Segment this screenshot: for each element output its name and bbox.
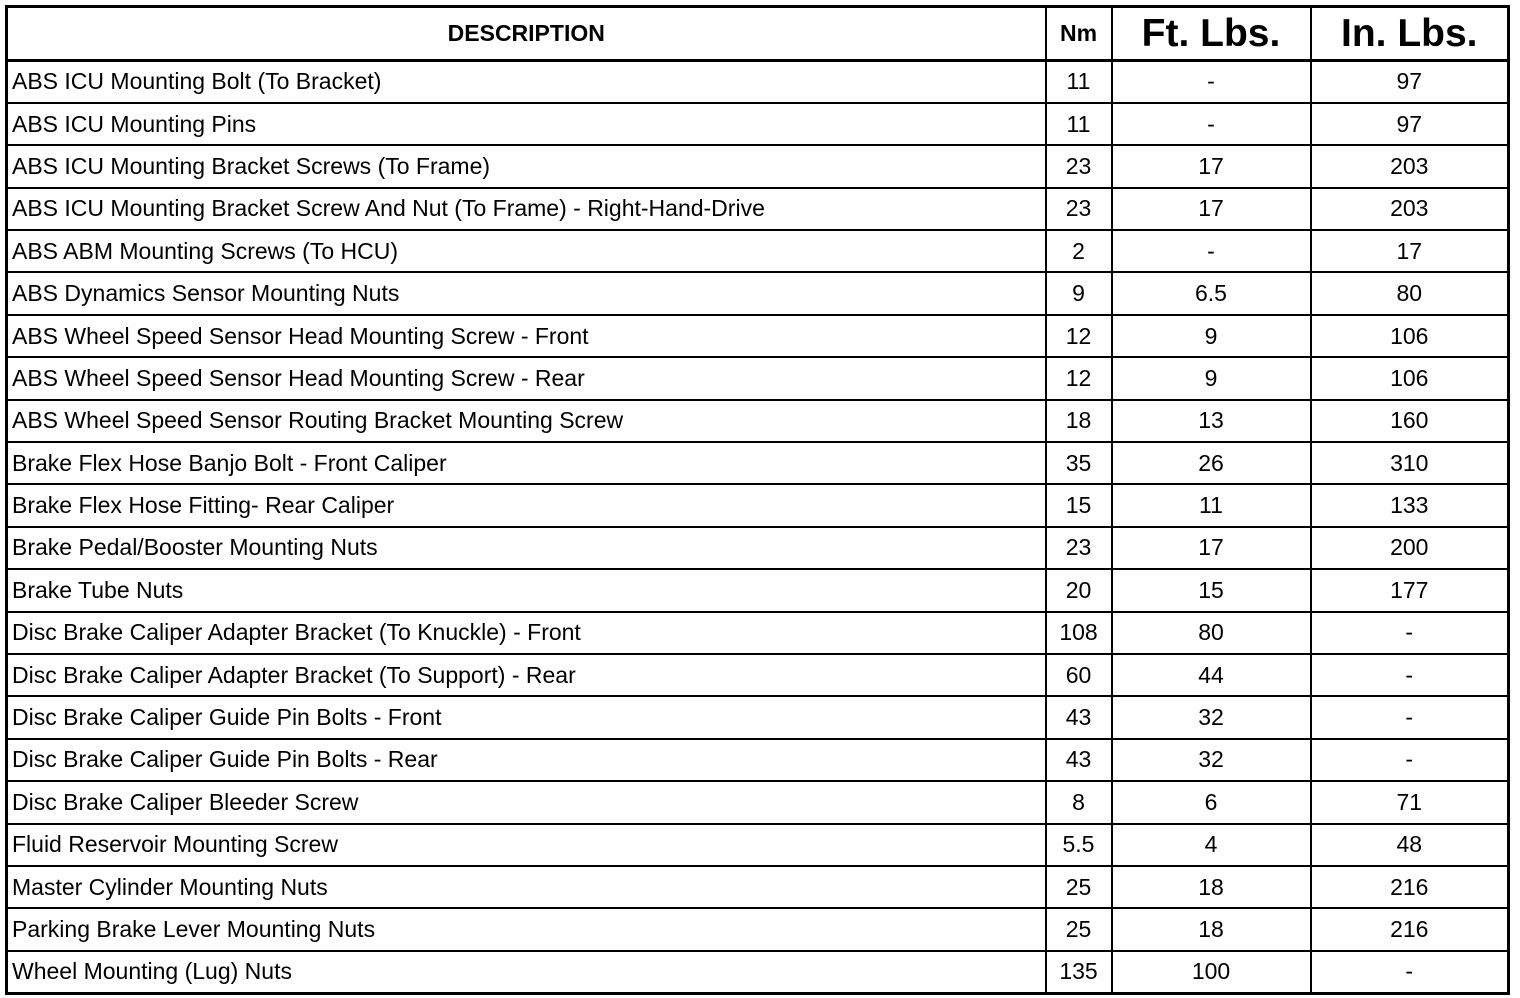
cell-nm: 15 [1046, 484, 1112, 526]
cell-nm: 25 [1046, 908, 1112, 950]
cell-in-lbs: 216 [1311, 866, 1509, 908]
cell-ft-lbs: 13 [1112, 400, 1311, 442]
table-row [7, 781, 1509, 823]
cell-in-lbs: 216 [1311, 908, 1509, 950]
cell-nm: 108 [1046, 612, 1112, 654]
table-row [7, 145, 1509, 187]
cell-nm: 11 [1046, 61, 1112, 103]
cell-in-lbs: 106 [1311, 315, 1509, 357]
cell-in-lbs: 97 [1311, 61, 1509, 103]
header-in-lbs: In. Lbs. [1311, 7, 1509, 61]
table-row [7, 357, 1509, 399]
cell-ft-lbs: - [1112, 61, 1311, 103]
table-row [7, 739, 1509, 781]
table-row [7, 315, 1509, 357]
cell-description: Disc Brake Caliper Adapter Bracket (To Support) - Rear [7, 654, 1046, 696]
cell-in-lbs: - [1311, 612, 1509, 654]
cell-nm: 135 [1046, 951, 1112, 993]
cell-description: ABS ICU Mounting Bracket Screw And Nut (To Frame) - Right-Hand-Drive [7, 188, 1046, 230]
cell-nm: 5.5 [1046, 824, 1112, 866]
table-row [7, 569, 1509, 611]
cell-nm: 20 [1046, 569, 1112, 611]
header-row [7, 7, 1509, 61]
cell-nm: 60 [1046, 654, 1112, 696]
cell-ft-lbs: 26 [1112, 442, 1311, 484]
cell-in-lbs: 80 [1311, 272, 1509, 314]
cell-ft-lbs: 44 [1112, 654, 1311, 696]
cell-ft-lbs: - [1112, 103, 1311, 145]
cell-nm: 23 [1046, 527, 1112, 569]
cell-in-lbs: 160 [1311, 400, 1509, 442]
cell-in-lbs: - [1311, 696, 1509, 738]
cell-description: Brake Flex Hose Fitting- Rear Caliper [7, 484, 1046, 526]
header-ft-lbs: Ft. Lbs. [1112, 7, 1311, 61]
cell-in-lbs: - [1311, 739, 1509, 781]
cell-in-lbs: 17 [1311, 230, 1509, 272]
cell-description: ABS ABM Mounting Screws (To HCU) [7, 230, 1046, 272]
cell-nm: 43 [1046, 739, 1112, 781]
cell-in-lbs: 200 [1311, 527, 1509, 569]
cell-in-lbs: 203 [1311, 145, 1509, 187]
cell-in-lbs: 133 [1311, 484, 1509, 526]
header-nm: Nm [1046, 7, 1112, 61]
cell-description: Disc Brake Caliper Guide Pin Bolts - Front [7, 696, 1046, 738]
cell-ft-lbs: 80 [1112, 612, 1311, 654]
cell-description: Parking Brake Lever Mounting Nuts [7, 908, 1046, 950]
cell-in-lbs: 106 [1311, 357, 1509, 399]
cell-nm: 11 [1046, 103, 1112, 145]
cell-in-lbs: 71 [1311, 781, 1509, 823]
cell-in-lbs: - [1311, 951, 1509, 993]
cell-in-lbs: 203 [1311, 188, 1509, 230]
table-row [7, 951, 1509, 993]
cell-description: ABS ICU Mounting Bracket Screws (To Frame) [7, 145, 1046, 187]
cell-ft-lbs: 17 [1112, 145, 1311, 187]
cell-description: ABS ICU Mounting Bolt (To Bracket) [7, 61, 1046, 103]
cell-nm: 18 [1046, 400, 1112, 442]
cell-ft-lbs: 11 [1112, 484, 1311, 526]
cell-ft-lbs: 18 [1112, 908, 1311, 950]
cell-ft-lbs: 32 [1112, 696, 1311, 738]
cell-description: Brake Flex Hose Banjo Bolt - Front Caliper [7, 442, 1046, 484]
cell-in-lbs: - [1311, 654, 1509, 696]
cell-description: Disc Brake Caliper Adapter Bracket (To Knuckle) - Front [7, 612, 1046, 654]
table-row [7, 908, 1509, 950]
cell-description: Brake Tube Nuts [7, 569, 1046, 611]
table-row [7, 696, 1509, 738]
table-row [7, 188, 1509, 230]
cell-nm: 23 [1046, 145, 1112, 187]
cell-nm: 12 [1046, 357, 1112, 399]
cell-ft-lbs: 32 [1112, 739, 1311, 781]
cell-description: ABS Wheel Speed Sensor Head Mounting Screw - Rear [7, 357, 1046, 399]
table-row [7, 824, 1509, 866]
cell-ft-lbs: 15 [1112, 569, 1311, 611]
cell-nm: 2 [1046, 230, 1112, 272]
cell-ft-lbs: 100 [1112, 951, 1311, 993]
cell-description: Disc Brake Caliper Bleeder Screw [7, 781, 1046, 823]
cell-description: Master Cylinder Mounting Nuts [7, 866, 1046, 908]
table-body [7, 61, 1509, 994]
table-row [7, 272, 1509, 314]
cell-ft-lbs: 17 [1112, 188, 1311, 230]
table-header [7, 7, 1509, 61]
cell-description: Wheel Mounting (Lug) Nuts [7, 951, 1046, 993]
cell-nm: 23 [1046, 188, 1112, 230]
cell-nm: 43 [1046, 696, 1112, 738]
table-row [7, 654, 1509, 696]
table-row [7, 230, 1509, 272]
cell-ft-lbs: 18 [1112, 866, 1311, 908]
cell-nm: 8 [1046, 781, 1112, 823]
cell-description: ABS Wheel Speed Sensor Head Mounting Screw - Front [7, 315, 1046, 357]
cell-nm: 35 [1046, 442, 1112, 484]
table-row [7, 442, 1509, 484]
table-row [7, 103, 1509, 145]
cell-description: Disc Brake Caliper Guide Pin Bolts - Rear [7, 739, 1046, 781]
table-row [7, 612, 1509, 654]
cell-in-lbs: 48 [1311, 824, 1509, 866]
torque-spec-table [5, 5, 1510, 995]
table-row [7, 866, 1509, 908]
cell-in-lbs: 97 [1311, 103, 1509, 145]
cell-ft-lbs: 6 [1112, 781, 1311, 823]
cell-description: ABS Dynamics Sensor Mounting Nuts [7, 272, 1046, 314]
cell-description: ABS ICU Mounting Pins [7, 103, 1046, 145]
cell-ft-lbs: 9 [1112, 357, 1311, 399]
cell-nm: 25 [1046, 866, 1112, 908]
cell-ft-lbs: 4 [1112, 824, 1311, 866]
table-row [7, 484, 1509, 526]
table-row [7, 400, 1509, 442]
cell-description: Brake Pedal/Booster Mounting Nuts [7, 527, 1046, 569]
cell-nm: 12 [1046, 315, 1112, 357]
cell-ft-lbs: 9 [1112, 315, 1311, 357]
table-row [7, 527, 1509, 569]
cell-nm: 9 [1046, 272, 1112, 314]
header-description: DESCRIPTION [7, 7, 1046, 61]
cell-description: ABS Wheel Speed Sensor Routing Bracket Mounting Screw [7, 400, 1046, 442]
cell-ft-lbs: 17 [1112, 527, 1311, 569]
cell-in-lbs: 310 [1311, 442, 1509, 484]
cell-description: Fluid Reservoir Mounting Screw [7, 824, 1046, 866]
table-row [7, 61, 1509, 103]
cell-ft-lbs: - [1112, 230, 1311, 272]
cell-ft-lbs: 6.5 [1112, 272, 1311, 314]
cell-in-lbs: 177 [1311, 569, 1509, 611]
